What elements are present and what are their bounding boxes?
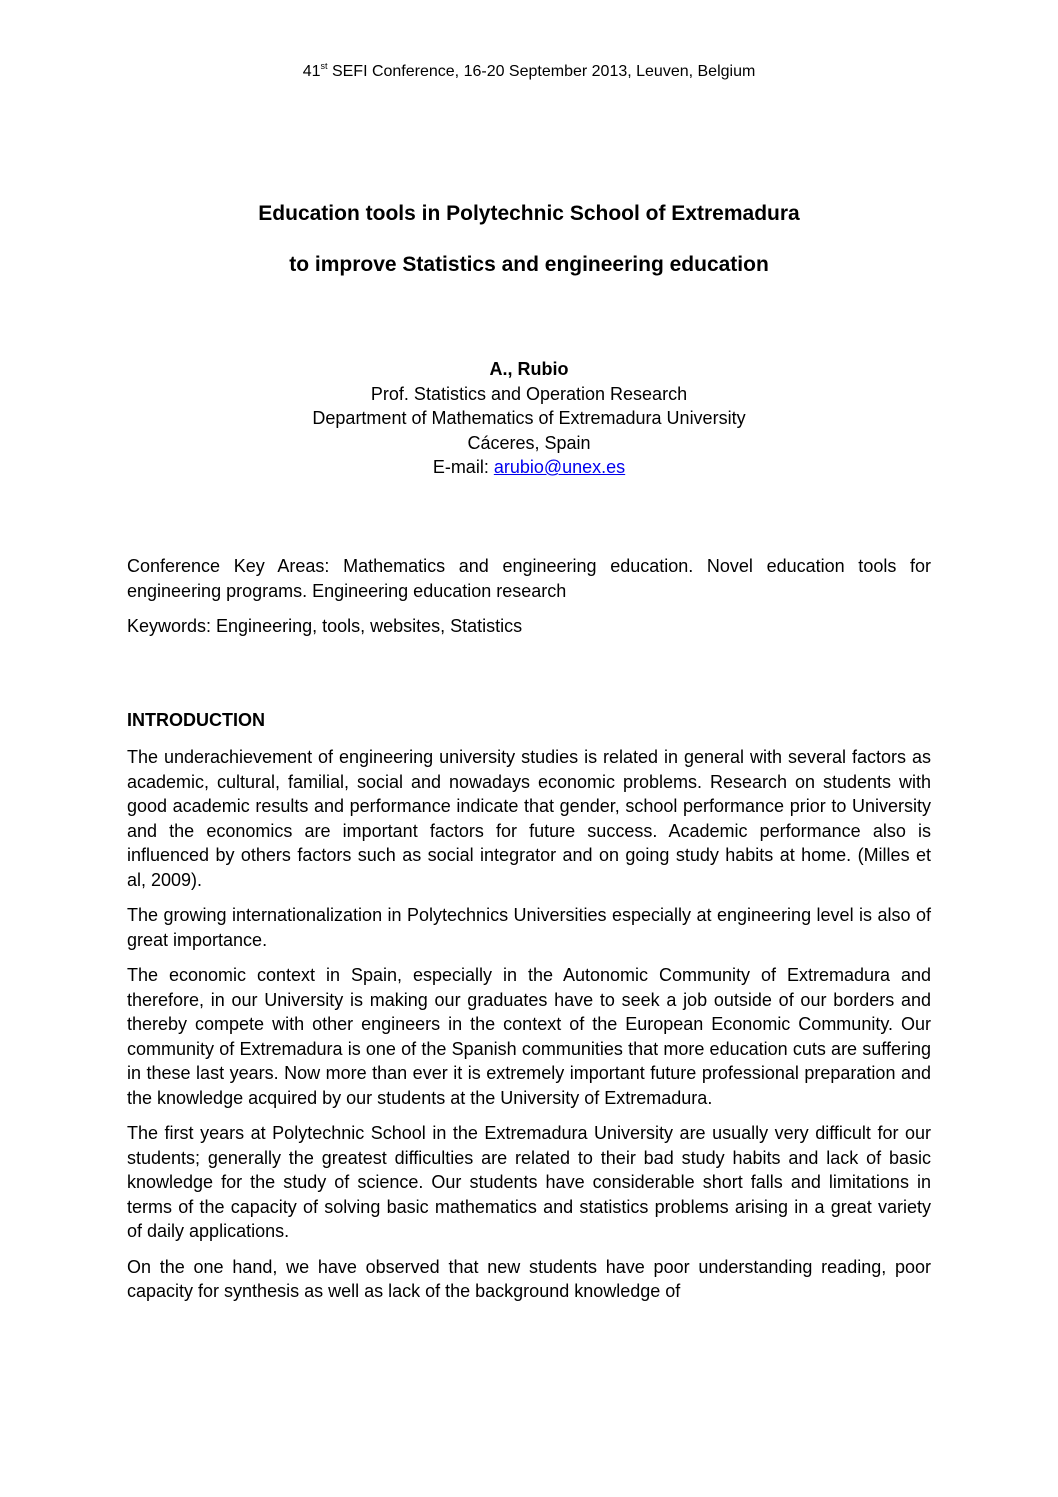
paper-title-line-1: Education tools in Polytechnic School of Extremadura bbox=[258, 202, 800, 225]
author-department: Department of Mathematics of Extremadura University bbox=[312, 408, 746, 428]
keywords bbox=[127, 614, 931, 639]
intro-paragraph-5: On the one hand, we have observed that new students have poor understanding reading, poor capacity for synthesis as well as lack of the background knowledge of bbox=[127, 1256, 931, 1301]
introduction-heading: INTRODUCTION bbox=[127, 710, 265, 730]
author-block bbox=[0, 357, 1058, 480]
intro-paragraph-1: The underachievement of engineering university studies is related in general with several factors as academic, cultural, familial, social and nowadays economic problems. Research on students with good academic results and performance indicate that gender, school performance prior to University and the economics are important factors for future success. Academic performance also is influenced by others factors such as social integrator and on going study habits at home. (Milles et al, 2009). bbox=[127, 747, 931, 890]
conference-key-areas bbox=[127, 554, 931, 603]
intro-paragraph-2: The growing internationalization in Polytechnics Universities especially at engineering level is also of great importance. bbox=[127, 905, 931, 950]
intro-paragraph-3: The economic context in Spain, especially in the Autonomic Community of Extremadura and therefore, in our University is making our graduates have to seek a job outside of our borders and thereby compete with other engineers in the context of the European Economic Community. Our community of Extremadura is one of the Spanish communities that more education cuts are suffering in these last years. Now more than ever it is extremely important future professional preparation and the knowledge acquired by our students at the University of Extremadura. bbox=[127, 965, 931, 1108]
conference-header bbox=[0, 62, 1058, 82]
intro-paragraph-4: The first years at Polytechnic School in the Extremadura University are usually very difficult for our students; generally the greatest difficulties are related to their bad study habits and lack of basic knowledge for the study of science. Our students have considerable short falls and limitations in terms of the capacity of solving basic mathematics and statistics problems arising in a great variety of daily applications. bbox=[127, 1123, 931, 1241]
conference-number: 41 bbox=[302, 63, 321, 80]
keywords-text: Keywords: Engineering, tools, websites, Statistics bbox=[127, 616, 523, 636]
email-link[interactable]: arubio@unex.es bbox=[493, 457, 626, 477]
author-name: A., Rubio bbox=[489, 359, 569, 379]
paper-title-line-2: to improve Statistics and engineering education bbox=[289, 253, 769, 276]
email-label: E-mail: bbox=[432, 457, 494, 477]
author-email-line bbox=[0, 455, 1058, 480]
conference-ordinal: st bbox=[320, 61, 328, 71]
key-areas-text: Conference Key Areas: Mathematics and engineering education. Novel education tools for engineering programs. Engineering education research bbox=[127, 556, 931, 601]
author-position: Prof. Statistics and Operation Research bbox=[370, 383, 688, 404]
introduction-body bbox=[127, 745, 931, 1315]
conference-details: SEFI Conference, 16-20 September 2013, Leuven, Belgium bbox=[327, 63, 756, 80]
author-location: Cáceres, Spain bbox=[467, 432, 591, 453]
